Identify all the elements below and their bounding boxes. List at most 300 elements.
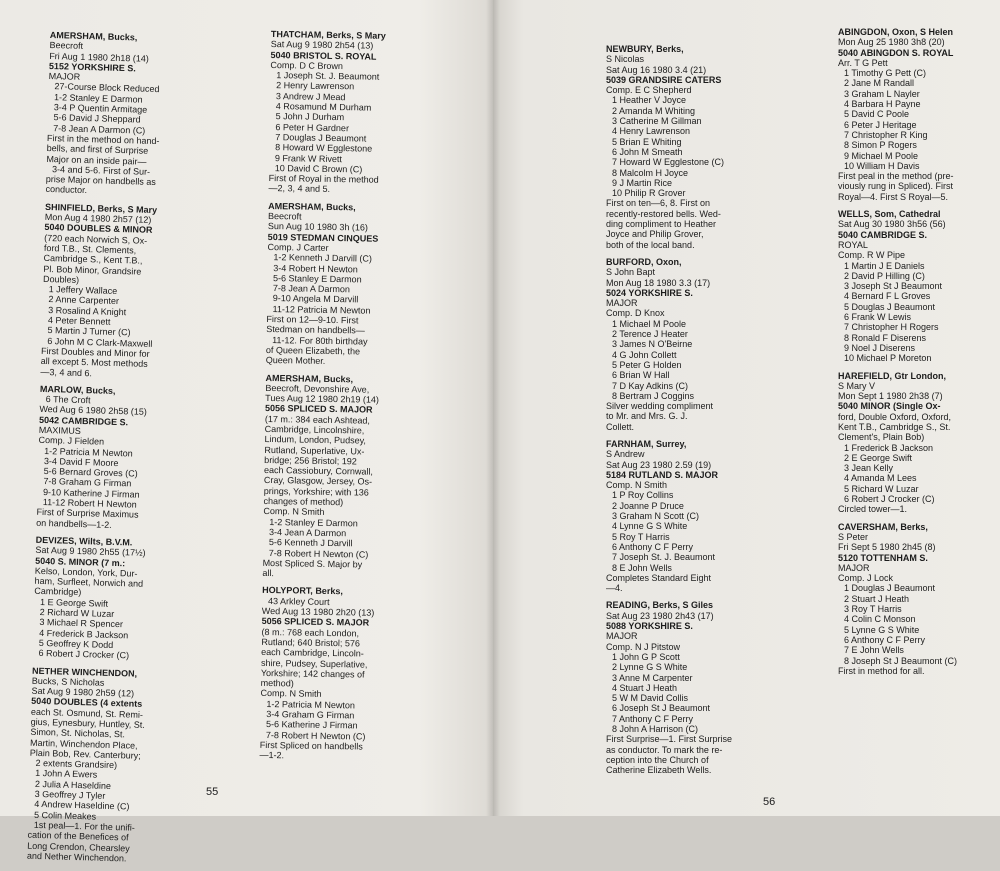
peal-line: both of the local band. <box>606 239 695 250</box>
peal-method: 5040 DOUBLES (4 extents <box>31 696 143 710</box>
peal-line: S Andrew <box>606 449 645 460</box>
peal-method: 5040 ABINGDON S. ROYAL <box>838 47 954 58</box>
peal-method: 5152 YORKSHIRE S. <box>48 60 136 74</box>
ringer-line: 3-4 P Quentin Armitage <box>53 102 148 115</box>
peal-place: DEVIZES, Wilts, B.V.M. <box>35 534 133 548</box>
ringer-line: 3 Andrew J Mead <box>275 90 346 102</box>
peal-record <box>606 600 756 775</box>
peal-line: Beecroft, Devonshire Ave, <box>265 382 370 395</box>
ringer-line: 4 Andrew Haseldine (C) <box>34 799 130 812</box>
peal-line: Fri Sept 5 1980 2h45 (8) <box>838 542 936 553</box>
ringer-line: 8 Joseph St J Beaumont (C) <box>844 655 958 666</box>
peal-line: Rutland, Superlative, Ux- <box>264 444 365 457</box>
peal-record <box>838 522 988 676</box>
ringer-line: 7 Anthony C F Perry <box>612 713 694 724</box>
ringer-line: 1-2 Stanley E Darmon <box>269 516 358 529</box>
peal-line: —3, 4 and 6. <box>40 366 93 378</box>
ringer-line: 6 Anthony C F Perry <box>844 634 926 645</box>
ringer-line: 2 Jane M Randall <box>844 78 915 89</box>
ringer-line: 6 Brian W Hall <box>612 370 670 381</box>
ringer-line: 3 Anne M Carpenter <box>612 672 693 683</box>
peal-line: Sat Aug 9 1980 2h54 (13) <box>270 39 374 51</box>
ringer-line: 10 Michael P Moreton <box>844 353 932 364</box>
peal-line: ford, Double Oxford, Oxford, <box>838 411 952 422</box>
peal-line: ception into the Church of <box>606 754 709 765</box>
ringer-line: 11-12. For 80th birthday <box>272 334 368 347</box>
peal-line: S Nicolas <box>606 54 645 65</box>
peal-method: 5040 S. MINOR (7 m.: <box>35 555 126 568</box>
ringer-line: 3 Catherine M Gillman <box>612 116 702 127</box>
peal-line: bells, and first of Surprise <box>46 143 149 157</box>
ringer-line: 4 Henry Lawrenson <box>612 126 691 137</box>
ringer-line: 1 Michael M Poole <box>612 318 687 329</box>
ringer-line: 1 Douglas J Beaumont <box>844 583 936 594</box>
peal-line: Lindum, London, Pudsey, <box>264 434 367 446</box>
peal-line: each Cassiobury, Cornwall, <box>263 465 374 477</box>
peal-record <box>40 202 157 380</box>
peal-line: Comp. J Fielden <box>38 435 105 447</box>
peal-line: ham, Surfleet, Norwich and <box>34 575 144 589</box>
book-gutter-shadow <box>486 0 500 816</box>
peal-line: Comp. J Lock <box>838 573 894 584</box>
ringer-line: 6 Robert J Crocker (C) <box>844 494 935 505</box>
peal-method: 5056 SPLICED S. MAJOR <box>261 616 370 628</box>
ringer-line: 5 Martin J Turner (C) <box>47 325 131 338</box>
peal-line: Clement's, Plain Bob) <box>838 432 925 443</box>
peal-line: Cambridge) <box>34 586 82 598</box>
ringer-line: 2 Richard W Luzar <box>39 606 115 620</box>
peal-line: Major on an inside pair— <box>46 153 147 167</box>
peal-line: Royal—4. First S Royal—5. <box>838 191 949 202</box>
ringer-line: 5-6 Bernard Groves (C) <box>43 466 138 479</box>
peal-line: S Mary V <box>838 380 876 391</box>
peal-line: Wed Aug 13 1980 2h20 (13) <box>261 605 375 618</box>
ringer-line: 5 W M David Collis <box>612 693 689 704</box>
peal-method: 5120 TOTTENHAM S. <box>838 552 928 563</box>
peal-line: to Mr. and Mrs. G. J. <box>606 411 688 422</box>
peal-place: SHINFIELD, Berks, S Mary <box>44 201 158 215</box>
ringer-line: 8 Bertram J Coggins <box>612 390 695 401</box>
ringer-line: 2 Amanda M Whiting <box>612 105 696 116</box>
ringer-line: 3 Roy T Harris <box>844 604 902 615</box>
peal-method: 5039 GRANDSIRE CATERS <box>606 74 722 85</box>
ringer-line: 3-4 Jean A Darmon <box>269 526 347 539</box>
peal-record <box>606 439 756 593</box>
ringer-line: 7 Douglas J Beaumont <box>275 132 367 144</box>
peal-line: cation of the Benefices of <box>27 829 129 843</box>
peal-line: Sun Aug 10 1980 3h (16) <box>267 221 369 233</box>
ringer-line: 10 William H Davis <box>844 160 920 171</box>
ringer-line: 4 Bernard F L Groves <box>844 291 931 302</box>
peal-place: WELLS, Som, Cathedral <box>838 209 941 220</box>
ringer-line: 1 Timothy G Pett (C) <box>844 68 927 79</box>
peal-line: and Nether Winchendon. <box>26 850 127 864</box>
ringer-line: 5 Colin Meakes <box>33 809 97 822</box>
peal-line: ford T.B., St. Clements, <box>43 242 137 256</box>
ringer-line: 10 Philip R Grover <box>612 188 686 199</box>
peal-record <box>838 27 988 202</box>
peal-method: 5040 DOUBLES & MINOR <box>44 222 153 236</box>
ringer-line: 11-12 Robert H Newton <box>42 497 137 510</box>
right-page-column-2 <box>838 27 988 683</box>
ringer-line: 2 extents Grandsire) <box>35 758 118 771</box>
peal-line: method) <box>260 678 294 689</box>
peal-line: Sat Aug 9 1980 2h55 (17½) <box>35 545 146 559</box>
ringer-line: 3 James N O'Beirne <box>612 339 693 350</box>
peal-place: MARLOW, Bucks, <box>39 383 116 396</box>
right-page-column-1 <box>606 44 756 782</box>
ringer-line: 5 Brian E Whiting <box>612 136 682 147</box>
peal-place: AMERSHAM, Bucks, <box>49 30 138 43</box>
ringer-line: 4 Lynne G S White <box>612 521 688 532</box>
peal-line: MAXIMUS <box>38 424 81 436</box>
ringer-line: 7-8 Robert H Newton (C) <box>265 729 366 742</box>
ringer-line: 43 Arkley Court <box>267 595 330 607</box>
peal-line: gius, Eynesbury, Huntley, St. <box>30 716 145 730</box>
peal-line: Simon, St. Nicholas, St. <box>30 727 126 740</box>
ringer-line: 5-6 Katherine J Firman <box>265 719 358 731</box>
ringer-line: 10 David C Brown (C) <box>274 162 363 175</box>
peal-line: Comp. N Smith <box>263 506 325 518</box>
ringer-line: 9 Michael M Poole <box>844 150 919 161</box>
peal-line: Martin, Winchendon Place, <box>29 737 138 751</box>
ringer-line: 5 Douglas J Beaumont <box>844 301 936 312</box>
ringer-line: 3-4 Robert H Newton <box>273 262 358 274</box>
ringer-line: 7 Christopher H Rogers <box>844 322 939 333</box>
peal-place: ABINGDON, Oxon, S Helen <box>838 27 954 37</box>
peal-line: Doubles) <box>42 273 80 285</box>
peal-record <box>262 372 405 580</box>
ringer-line: 5 Lynne G S White <box>844 624 920 635</box>
ringer-line: 3 Joseph St J Beaumont <box>844 281 943 292</box>
peal-place: AMERSHAM, Bucks, <box>268 200 356 213</box>
peal-line: of Queen Elizabeth, the <box>265 344 361 357</box>
peal-line: prings, Yorkshire; with 136 <box>263 485 369 498</box>
peal-line: S John Bapt <box>606 267 656 278</box>
peal-line: First on 12—9-10. First <box>266 313 359 326</box>
peal-line: —2, 3, 4 and 5. <box>268 183 331 195</box>
peal-line: each Cambridge, Lincoln- <box>261 647 364 659</box>
peal-method: 5040 CAMBRIDGE S. <box>838 229 928 240</box>
peal-line: Wed Aug 6 1980 2h58 (15) <box>39 404 147 418</box>
peal-line: conductor. <box>45 184 88 196</box>
peal-method: 5184 RUTLAND S. MAJOR <box>606 469 719 480</box>
peal-method: 5040 MINOR (Single Ox- <box>838 401 941 412</box>
page-number-right: 56 <box>763 796 776 808</box>
ringer-line: 5-6 David J Sheppard <box>53 112 141 125</box>
peal-line: First in method for all. <box>838 665 925 676</box>
ringer-line: 3 Rosalind A Knight <box>48 304 127 317</box>
peal-line: Catherine Elizabeth Wells. <box>606 765 712 776</box>
peal-line: Silver wedding compliment <box>606 401 714 412</box>
peal-record <box>32 535 147 662</box>
peal-line: on handbells—1-2. <box>36 517 112 530</box>
peal-line: —1-2. <box>259 750 285 761</box>
peal-line: Comp. D C Brown <box>270 59 344 72</box>
peal-line: Fri Aug 1 1980 2h18 (14) <box>49 50 149 64</box>
ringer-line: 1 P Roy Collins <box>612 490 674 501</box>
peal-place: FARNHAM, Surrey, <box>606 438 687 449</box>
peal-line: Comp. J Carter <box>267 241 329 253</box>
ringer-line: 9-10 Katherine J Firman <box>42 486 140 500</box>
ringer-line: 1 Jeffery Wallace <box>48 284 118 297</box>
ringer-line: 11-12 Patricia M Newton <box>272 303 371 316</box>
ringer-line: 1 Martin J E Daniels <box>844 260 925 271</box>
peal-line: Cambridge, Lincolnshire, <box>264 423 365 436</box>
ringer-line: 27-Course Block Reduced <box>54 81 160 95</box>
left-page-column-2 <box>259 29 411 770</box>
peal-record <box>36 384 152 531</box>
peal-line: First of Royal in the method <box>268 173 379 185</box>
peal-line: as conductor. To mark the re- <box>606 744 723 755</box>
ringer-line: 6 Frank W Lewis <box>844 312 912 323</box>
peal-line: changes of method) <box>263 496 344 508</box>
left-page <box>0 0 493 864</box>
peal-line: ROYAL <box>838 239 868 250</box>
ringer-line: 6 Anthony C F Perry <box>612 541 694 552</box>
peal-record <box>606 44 756 250</box>
peal-method: 5024 YORKSHIRE S. <box>606 287 693 298</box>
ringer-line: 6 Peter H Gardner <box>275 121 350 133</box>
peal-line: Sat Aug 23 1980 2.59 (19) <box>606 459 712 470</box>
peal-record <box>260 585 403 762</box>
peal-line: MAJOR <box>48 71 81 83</box>
ringer-line: 3 Michael R Spencer <box>39 617 124 630</box>
ringer-line: 4 Amanda M Lees <box>844 473 917 484</box>
peal-line: —4. <box>606 583 623 594</box>
ringer-line: 8 Malcolm H Joyce <box>612 167 689 178</box>
peal-line: Queen Mother. <box>265 355 326 367</box>
peal-line: Rutland; 640 Bristol; 576 <box>261 636 361 649</box>
ringer-line: 5 Roy T Harris <box>612 531 670 542</box>
peal-place: AMERSHAM, Bucks, <box>265 372 354 384</box>
peal-place: BURFORD, Oxon, <box>606 256 682 267</box>
peal-record <box>268 29 411 196</box>
peal-place: NEWBURY, Berks, <box>606 44 684 54</box>
ringer-line: 7 Christopher R King <box>844 129 928 140</box>
ringer-line: 7 D Kay Adkins (C) <box>612 380 689 391</box>
ringer-line: 4 Stuart J Heath <box>612 682 678 693</box>
ringer-line: 2 Anne Carpenter <box>48 294 120 307</box>
peal-line: Mon Aug 25 1980 3h8 (20) <box>838 37 945 48</box>
ringer-line: 3 Graham N Scott (C) <box>612 511 700 522</box>
peal-line: Sat Aug 23 1980 2h43 (17) <box>606 610 714 621</box>
ringer-line: 5 Peter G Holden <box>612 359 682 370</box>
peal-line: Comp. N Smith <box>260 688 322 700</box>
peal-line: Mon Aug 4 1980 2h57 (12) <box>44 211 152 225</box>
peal-line: bridge; 256 Bristol; 192 <box>264 454 357 467</box>
ringer-line: 7 Howard W Egglestone (C) <box>612 157 725 168</box>
peal-line: Cray, Glasgow, Jersey, Os- <box>263 475 373 488</box>
peal-line: (17 m.: 384 each Ashtead, <box>264 413 371 426</box>
ringer-line: 7-8 Jean A Darmon <box>272 283 351 295</box>
peal-method: 5088 YORKSHIRE S. <box>606 621 693 632</box>
ringer-line: 5-6 Stanley E Darmon <box>273 272 362 285</box>
peal-line: Comp. R W Pipe <box>838 250 906 261</box>
ringer-line: 6 John M Smeath <box>612 146 683 157</box>
peal-line: MAJOR <box>606 631 638 642</box>
ringer-line: 3 Graham L Nayler <box>844 88 920 99</box>
ringer-line: 7-8 Graham G Firman <box>43 476 132 489</box>
ringer-line: 4 G John Collett <box>612 349 677 360</box>
peal-line: Sat Aug 9 1980 2h59 (12) <box>31 685 135 699</box>
peal-line: Beecroft <box>267 211 302 222</box>
ringer-line: 8 E John Wells <box>612 562 672 573</box>
ringer-line: 2 Joanne P Druce <box>612 500 684 511</box>
ringer-line: 3-4 Graham G Firman <box>266 709 355 721</box>
peal-line: Most Spliced S. Major by <box>262 557 363 570</box>
ringer-line: 1-2 Patricia M Newton <box>44 445 133 459</box>
right-page <box>493 0 1000 816</box>
ringer-line: 5 John J Durham <box>275 111 345 123</box>
ringer-line: 9 Noel J Diserens <box>844 342 916 353</box>
peal-line: MAJOR <box>838 562 870 573</box>
page-number-left: 55 <box>206 786 219 798</box>
peal-record <box>27 665 144 864</box>
ringer-line: 4 Rosamund M Durham <box>275 101 372 113</box>
ringer-line: 5 Geoffrey K Dodd <box>38 637 114 650</box>
peal-line: Kelso, London, York, Dur- <box>34 565 138 579</box>
ringer-line: 1 Frederick B Jackson <box>844 442 934 453</box>
peal-line: Kent T.B., Cambridge S., St. <box>838 421 951 432</box>
peal-line: Completes Standard Eight <box>606 572 712 583</box>
ringer-line: 1-2 Kenneth J Darvill (C) <box>273 252 373 264</box>
ringer-line: 1 John A Ewers <box>35 768 98 781</box>
ringer-line: 2 E George Swift <box>844 452 913 463</box>
ringer-line: 8 John A Harrison (C) <box>612 724 699 734</box>
ringer-line: 7 E John Wells <box>844 645 904 656</box>
ringer-line: 2 Lynne G S White <box>612 662 688 673</box>
peal-line: MAJOR <box>606 298 638 309</box>
peal-line: Comp. D Knox <box>606 308 665 319</box>
ringer-line: 1st peal—1. For the unifi- <box>33 819 135 833</box>
peal-method: 5040 BRISTOL S. ROYAL <box>270 49 377 62</box>
peal-record <box>606 257 756 432</box>
peal-line: all except 5. Most methods <box>40 356 148 370</box>
peal-line: (8 m.: 768 each London, <box>261 626 360 639</box>
peal-line: First of Surprise Maximus <box>36 507 139 521</box>
ringer-line: 3-4 and 5-6. First of Sur- <box>51 163 151 177</box>
ringer-line: 2 Julia A Haseldine <box>34 778 112 791</box>
peal-line: Comp. E C Shepherd <box>606 85 692 96</box>
peal-line: Comp. N J Pitstow <box>606 641 681 652</box>
ringer-line: 3-4 David F Moore <box>43 455 119 468</box>
ringer-line: 5 David C Poole <box>844 109 910 120</box>
peal-line: Cambridge S., Kent T.B., <box>43 253 143 266</box>
ringer-line: 1-2 Stanley E Darmon <box>53 91 143 105</box>
peal-line: Plain Bob, Rev. Canterbury; <box>29 747 141 761</box>
peal-line: Comp. N Smith <box>606 480 668 491</box>
ringer-line: 8 Ronald F Diserens <box>844 332 927 343</box>
ringer-line: 2 David P Hilling (C) <box>844 270 925 281</box>
peal-line: Tues Aug 12 1980 2h19 (14) <box>265 393 380 405</box>
ringer-line: 1 John G P Scott <box>612 651 680 662</box>
ringer-line: 4 Colin C Monson <box>844 614 916 625</box>
peal-line: shire, Pudsey, Superlative, <box>260 657 368 670</box>
peal-method: 5042 CAMBRIDGE S. <box>38 414 129 428</box>
peal-line: recently-restored bells. Wed- <box>606 208 721 219</box>
ringer-line: 7-8 Jean A Darmon (C) <box>53 122 146 136</box>
ringer-line: 6 Peter J Heritage <box>844 119 917 130</box>
ringer-line: 8 Howard W Egglestone <box>275 142 373 154</box>
peal-record <box>266 201 409 368</box>
ringer-line: 1 E George Swift <box>39 596 109 609</box>
peal-line: Mon Aug 18 1980 3.3 (17) <box>606 277 711 288</box>
ringer-line: 7-8 Robert H Newton (C) <box>268 547 369 560</box>
peal-line: (720 each Norwich S, Ox- <box>44 232 148 246</box>
ringer-line: 1-2 Patricia M Newton <box>266 698 356 711</box>
ringer-line: 9 Frank W Rivett <box>274 152 343 164</box>
peal-record <box>45 30 162 198</box>
peal-line: First Spliced on handbells <box>259 739 363 752</box>
peal-line: Bucks, S Nicholas <box>31 675 105 688</box>
peal-line: S Peter <box>838 531 869 542</box>
left-page-column-1 <box>27 30 162 871</box>
peal-line: First peal in the method (pre- <box>838 171 954 182</box>
ringer-line: 6 Joseph St J Beaumont <box>612 703 711 714</box>
ringer-line: 4 Frederick B Jackson <box>39 627 129 641</box>
peal-line: each St. Osmund, St. Remi- <box>30 706 144 720</box>
peal-line: First Surprise—1. First Surprise <box>606 734 733 745</box>
peal-line: First on ten—6, 8. First on <box>606 198 711 209</box>
peal-line: First in the method on hand- <box>46 132 160 147</box>
peal-place: NETHER WINCHENDON, <box>31 665 138 679</box>
ringer-line: 4 Barbara H Payne <box>844 99 921 110</box>
peal-place: HOLYPORT, Berks, <box>262 585 343 597</box>
peal-place: READING, Berks, S Giles <box>606 600 714 611</box>
peal-line: Long Crendon, Chearsley <box>27 840 130 854</box>
ringer-line: 7 Joseph St. J. Beaumont <box>612 552 716 563</box>
peal-place: CAVERSHAM, Berks, <box>838 521 928 532</box>
peal-record <box>838 209 988 363</box>
ringer-line: 1 Heather V Joyce <box>612 95 687 106</box>
peal-line: Arr. T G Pett <box>838 57 888 68</box>
ringer-line: 9 J Martin Rice <box>612 177 673 188</box>
ringer-line: 6 John M C Clark-Maxwell <box>47 335 153 349</box>
peal-line: Beecroft <box>49 40 84 52</box>
peal-line: Yorkshire; 142 changes of <box>260 667 365 680</box>
peal-record <box>838 371 988 515</box>
peal-line: Mon Sept 1 1980 2h38 (7) <box>838 391 943 402</box>
peal-place: HAREFIELD, Gtr London, <box>838 370 946 381</box>
peal-method: 5019 STEDMAN CINQUES <box>267 231 379 244</box>
ringer-line: 9-10 Angela M Darvill <box>272 293 359 305</box>
ringer-line: 3 Jean Kelly <box>844 463 894 474</box>
peal-line: Pl. Bob Minor, Grandsire <box>43 263 142 277</box>
ringer-line: 5 Richard W Luzar <box>844 483 919 494</box>
ringer-line: 4 Peter Bennett <box>47 315 111 327</box>
peal-place: THATCHAM, Berks, S Mary <box>270 29 386 41</box>
ringer-line: 2 Stuart J Heath <box>844 593 910 604</box>
peal-line: Circled tower—1. <box>838 504 908 515</box>
peal-line: viously rung in Spliced). First <box>838 181 954 192</box>
ringer-line: 5-6 Kenneth J Darvill <box>268 537 353 549</box>
peal-line: Joyce and Philip Grover, <box>606 229 704 240</box>
ringer-line: 2 Terence J Heater <box>612 329 688 340</box>
ringer-line: 1 Joseph St. J. Beaumont <box>276 70 380 82</box>
peal-line: all. <box>262 568 275 579</box>
peal-line: Sat Aug 30 1980 3h56 (56) <box>838 219 946 230</box>
peal-line: ding compliment to Heather <box>606 219 717 230</box>
ringer-line: 6 Robert J Crocker (C) <box>38 648 130 661</box>
ringer-line: 2 Henry Lawrenson <box>276 80 355 92</box>
peal-method: 5056 SPLICED S. MAJOR <box>264 403 373 416</box>
ringer-line: 6 The Croft <box>45 394 91 406</box>
ringer-line: 8 Simon P Rogers <box>844 140 917 151</box>
peal-line: Sat Aug 16 1980 3.4 (21) <box>606 64 707 75</box>
ringer-line: 3 Geoffrey J Tyler <box>34 788 106 801</box>
peal-line: Stedman on handbells— <box>266 324 365 336</box>
